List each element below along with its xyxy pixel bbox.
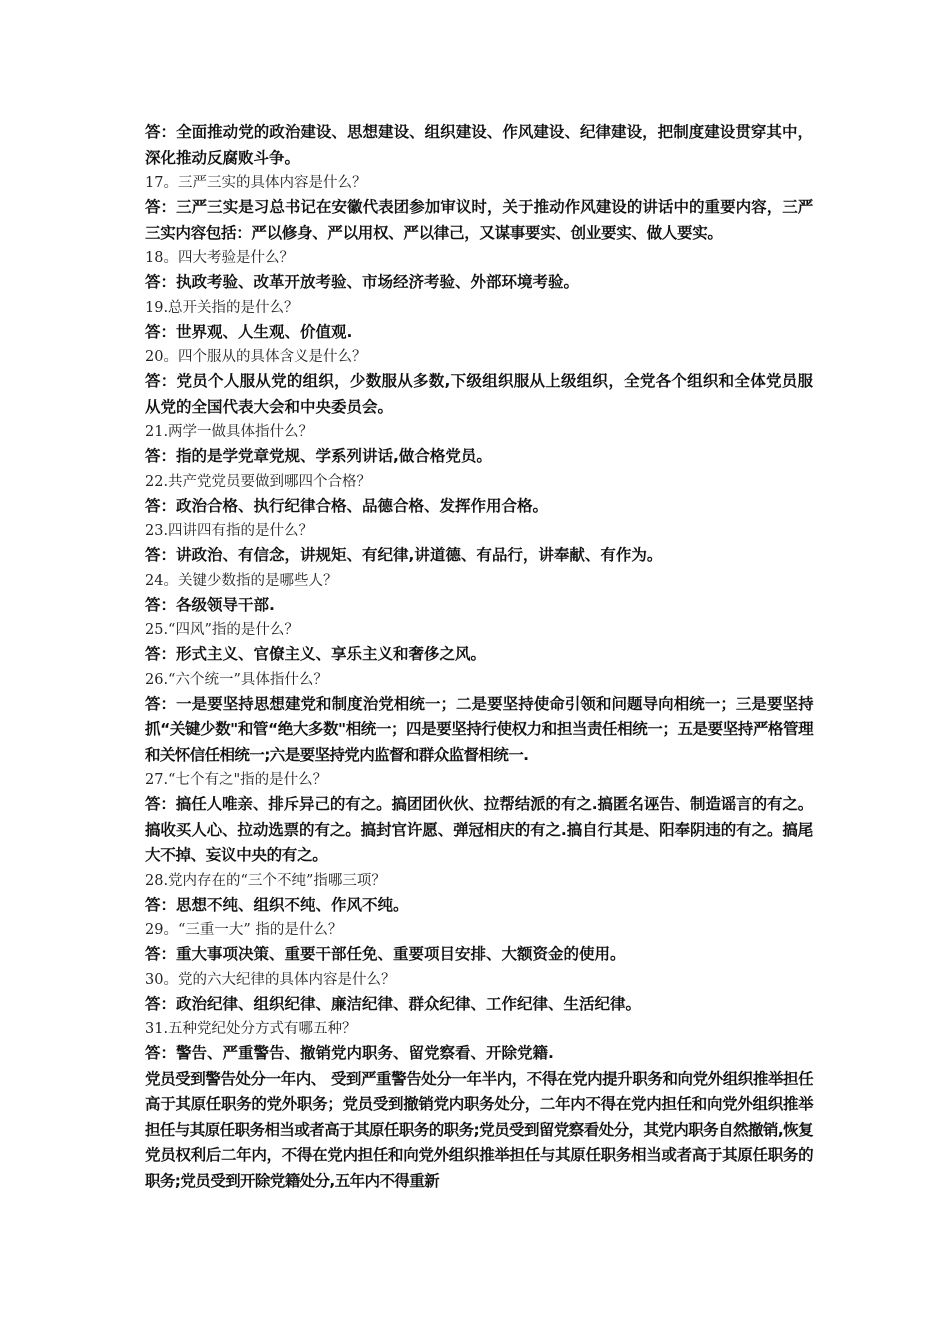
question-28: 28.党内存在的“三个不纯”指哪三项？ — [145, 872, 386, 889]
question-20: 20。四个服从的具体含义是什么？ — [145, 349, 367, 365]
question-19: 19.总开关指的是什么？ — [145, 299, 299, 316]
answer-17: 答：三严三实是习总书记在安徽代表团参加审议时，关于推动作风建设的讲话中的重要内容，三严三实内容包括：严以修身、严以用权、严以律己，又谋事要实、创业要实、做人要实。 — [145, 198, 813, 242]
answer-26: 答：一是要坚持思想建党和制度治党相统一；二是要坚持使命引领和问题导向相统一；三是要坚持抓“关键少数"和管“绝大多数"相统一；四是要坚持行使权力和担当责任相统一；五是要坚持严格管理和关怀信任相统一;六是要坚持党内监督和群众监督相统一. — [145, 694, 813, 764]
answer-28: 答：思想不纯、组织不纯、作风不纯。 — [145, 895, 409, 914]
answer-27: 答：搞任人唯亲、排斥异己的有之。搞团团伙伙、拉帮结派的有之.搞匿名诬告、制造谣言的有之。搞收买人心、拉动选票的有之。搞封官许愿、弹冠相庆的有之.搞自行其是、阳奉阴违的有之。搞尾大不掉、妄议中央的有之。 — [145, 795, 813, 864]
answer-18: 答：执政考验、改革开放考验、市场经济考验、外部环境考验。 — [145, 273, 580, 291]
discipline-explanation-paragraph: 党员受到警告处分一年内、 受到严重警告处分一年半内，不得在党内提升职务和向党外组织推举担任高于其原任职务的党外职务；党员受到撤销党内职务处分，二年内不得在党内担任和向党外组织推举担任与其原任职务相当或者高于其原任职务的职务;党员受到留党察看处分，其党内职务自然撤销,恢复党员权利后二年内，不得在党内担任和向党外组织推举担任与其原任职务相当或者高于其原任职务的职务;党员受到开除党籍处分,五年内不得重新 — [145, 1069, 813, 1190]
question-22: 22.共产党党员要做到哪四个合格？ — [145, 473, 372, 490]
answer-31: 答：警告、严重警告、撤销党内职务、留党察看、开除党籍. — [145, 1044, 554, 1062]
answer-30: 答：政治纪律、组织纪律、廉洁纪律、群众纪律、工作纪律、生活纪律。 — [145, 994, 642, 1013]
question-27: 27.“七个有之"指的是什么？ — [145, 772, 328, 788]
question-25: 25.“四风”指的是什么？ — [145, 622, 299, 638]
question-18: 18。四大考验是什么？ — [145, 250, 294, 266]
question-30: 30。党的六大纪律的具体内容是什么？ — [145, 971, 396, 988]
question-26: 26.“六个统一”具体指什么？ — [145, 671, 328, 688]
question-24: 24。关键少数指的是哪些人？ — [145, 572, 338, 589]
answer-29: 答：重大事项决策、重要干部任免、重要项目安排、大额资金的使用。 — [145, 945, 626, 963]
answer-21: 答：指的是学党章党规、学系列讲话,做合格党员。 — [145, 447, 492, 465]
question-23: 23.四讲四有指的是什么？ — [145, 523, 314, 539]
question-17: 17。三严三实的具体内容是什么？ — [145, 175, 367, 191]
answer-25: 答：形式主义、官僚主义、享乐主义和奢侈之风。 — [145, 645, 487, 663]
answer-23: 答：讲政治、有信念，讲规矩、有纪律,讲道德、有品行，讲奉献、有作为。 — [145, 546, 663, 564]
answer-24: 答：各级领导干部. — [145, 595, 275, 614]
answer-19: 答：世界观、人生观、价值观. — [145, 322, 353, 341]
document-page — [145, 120, 813, 1194]
answer-22: 答：政治合格、执行纪律合格、品德合格、发挥作用合格。 — [145, 496, 549, 515]
answer-20: 答：党员个人服从党的组织，少数服从多数,下级组织服从上级组织，全党各个组织和全体党员服从党的全国代表大会和中央委员会。 — [145, 372, 813, 416]
question-29: 29。“三重一大” 指的是什么？ — [145, 922, 343, 938]
question-31: 31.五种党纪处分方式有哪五种？ — [145, 1021, 357, 1037]
question-21: 21.两学一做具体指什么？ — [145, 424, 314, 440]
answer-16: 答：全面推动党的政治建设、思想建设、组织建设、作风建设、纪律建设，把制度建设贯穿其中，深化推动反腐败斗争。 — [145, 123, 813, 167]
